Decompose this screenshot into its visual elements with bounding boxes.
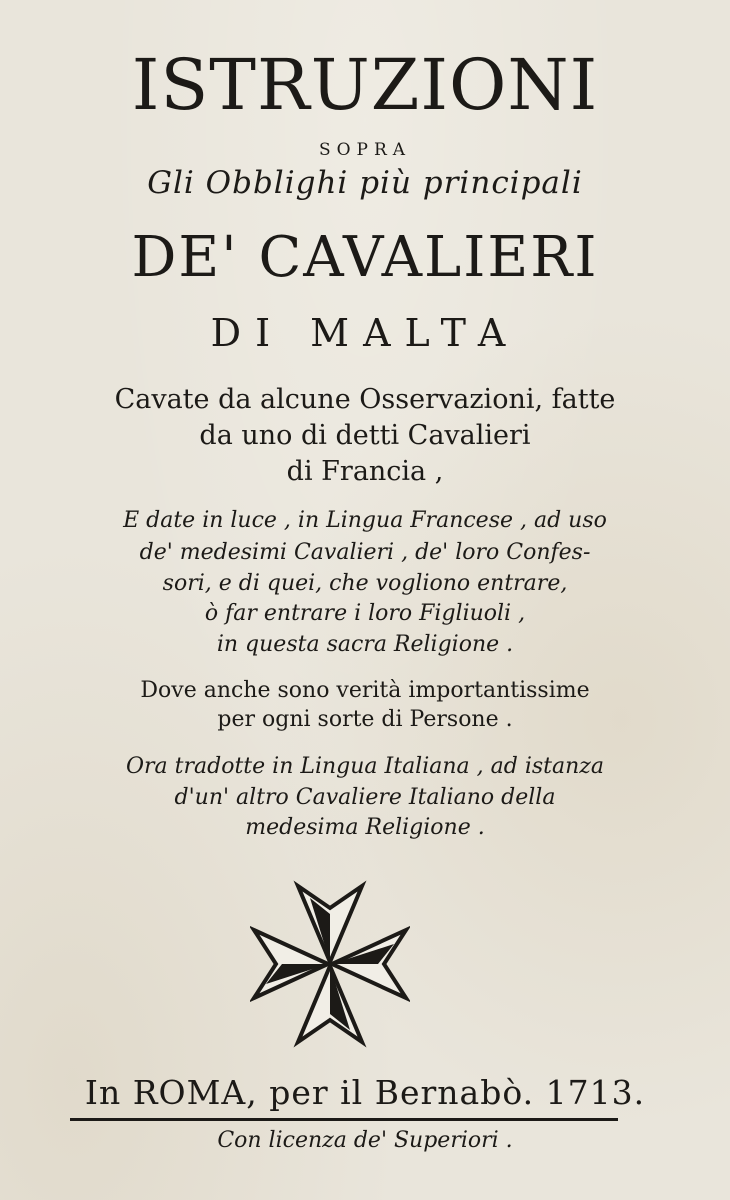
book-title: ISTRUZIONI [131, 44, 599, 126]
subtitle-line: di Francia , [286, 456, 444, 487]
publication-line: E date in luce , in Lingua Francese , ad uso [123, 508, 607, 533]
publication-line: sori, e di quei, che vogliono entrare, [162, 571, 568, 596]
publication-line: de' medesimi Cavalieri , de' loro Confes- [139, 540, 591, 565]
divider-rule [70, 1118, 618, 1121]
publication-line: in questa sacra Religione . [216, 632, 514, 657]
title-cavalieri: DE' CAVALIERI [131, 225, 599, 290]
title-obblighi: Gli Obblighi più principali [147, 165, 583, 201]
subtitle-line: Cavate da alcune Osservazioni, fatte [114, 384, 616, 415]
subtitle-line: da uno di detti Cavalieri [199, 420, 531, 451]
truths-line: Dove anche sono verità importantissime [140, 678, 590, 703]
maltese-cross-icon [250, 878, 410, 1050]
title-malta: DI MALTA [210, 311, 520, 355]
title-sopra: SOPRA [318, 140, 412, 160]
imprint: In ROMA, per il Bernabò. 1713. [84, 1073, 646, 1112]
translation-line: d'un' altro Cavaliere Italiano della [174, 785, 556, 810]
title-page [40, 0, 690, 1200]
translation-line: Ora tradotte in Lingua Italiana , ad istanza [126, 754, 604, 779]
publication-line: ò far entrare i loro Figliuoli , [204, 601, 526, 626]
translation-line: medesima Religione . [245, 815, 485, 840]
truths-line: per ogni sorte di Persone . [217, 707, 513, 732]
license-note: Con licenza de' Superiori . [217, 1128, 513, 1153]
